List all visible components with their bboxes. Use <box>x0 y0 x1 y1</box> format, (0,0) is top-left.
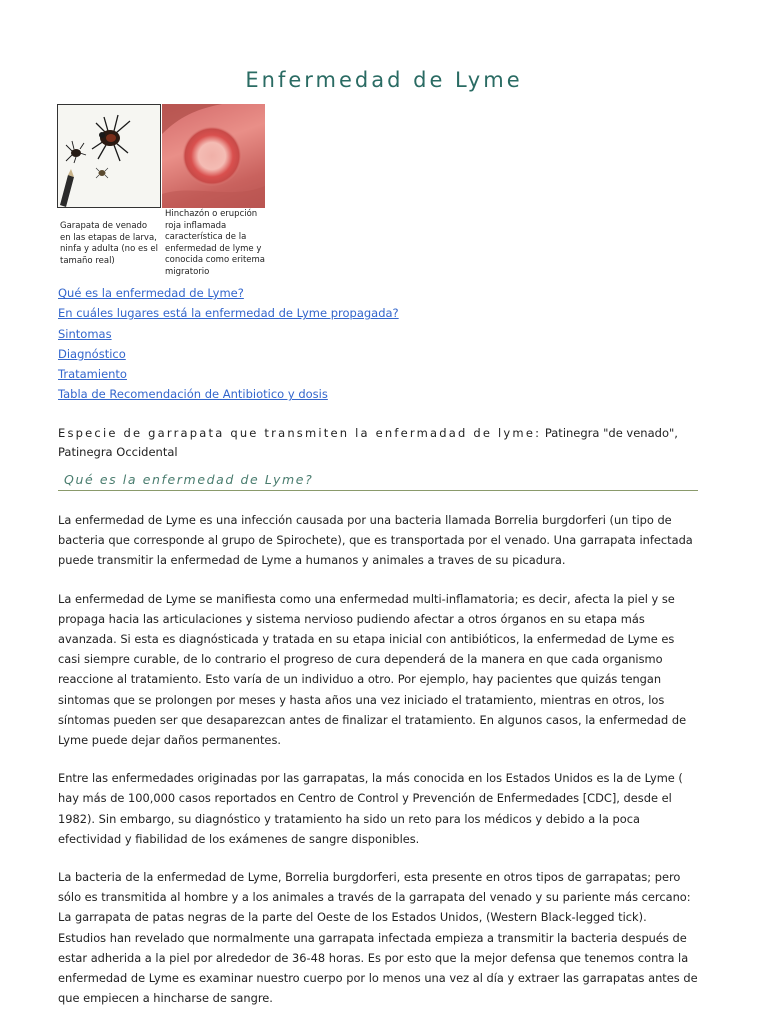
tick-image-caption: Garapata de venado en las etapas de larva, ninfa y adulta (no es el tamaño real) <box>60 221 158 266</box>
link-tratamiento[interactable]: Tratamiento <box>58 367 127 382</box>
link-diagnostico[interactable]: Diagnóstico <box>58 346 126 361</box>
link-sintomas[interactable]: Sintomas <box>58 326 112 341</box>
table-of-contents <box>58 283 399 405</box>
link-lugares-propagada[interactable]: En cuáles lugares está la enfermedad de Lyme propagada? <box>58 306 399 321</box>
paragraph: La enfermedad de Lyme se manifiesta como una enfermedad multi-inflamatoria; es decir, afecta la piel y se propaga hacia las articulaciones y sistema nervioso pudiendo afectar a otros órganos en su etapa más avanzada. Si esta es diagnósticada y tratada en su etapa inicial con antibióticos, la enfermedad de Lyme es casi siempre curable, de lo contrario el progreso de cura dependerá de la manera en que cada organismo reaccione al tratamiento. Esto varía de un individuo a otro. Por ejemplo, hay pacientes que quizás tengan sintomas que se prolongen por meses y hasta años una vez iniciado el tratamiento, mientras en otros, los síntomas pueden ser que desaparezcan antes de finalizar el tratamiento. En algunos casos, la enfermedad de Lyme puede dejar daños permanentes. <box>58 591 687 748</box>
article-body <box>58 510 698 1026</box>
rash-image-caption: Hinchazón o erupción roja inflamada característica de la enfermedad de lyme y conocida como eritema migratorio <box>165 209 265 277</box>
paragraph: La bacteria de la enfermedad de Lyme, Borrelia burgdorferi, esta presente en otros tipos de garrapatas; pero sólo es transmitida al hombre y a los animales a través de la garrapata del venado y su pariente más cercano: La garrapata de patas negras de la parte del Oeste de los Estados Unidos, (Western Black-legged tick). Estudios han revelado que normalmente una garrapata infectada empieza a transmitir la bacteria después de estar adherida a la piel por alrededor de 36-48 horas. Es por esto que la mejor defensa que tenemos contra la enfermedad de Lyme es examinar nuestro cuerpo por lo menos una vez al día y extraer las garrapatas antes de que empiecen a hincharse de sangre. <box>58 870 698 1006</box>
section-heading: Qué es la enfermedad de Lyme? <box>58 472 698 491</box>
link-que-es[interactable]: Qué es la enfermedad de Lyme? <box>58 286 244 300</box>
paragraph: Entre las enfermedades originadas por las garrapatas, la más conocida en los Estados Unidos es la de Lyme ( hay más de 100,000 casos reportados en Centro de Control y Prevención de Enfermedades [CDC], desde el 1982). Sin embargo, su diagnóstico y tratamiento ha sido un reto para los médicos y debido a la poca efectividad y fiabilidad de los exámenes de sangre disponibles. <box>58 771 683 846</box>
erythema-migrans-image <box>162 104 265 208</box>
paragraph: La enfermedad de Lyme es una infección causada por una bacteria llamada Borrelia burgdorferi (un tipo de bacteria que corresponde al grupo de Spirochete), que es transportada por el venado. Una garrapata infectada puede transmitir la enfermedad de Lyme a humanos y animales a traves de su picadura. <box>58 513 693 568</box>
tick-illustration <box>58 105 160 207</box>
link-tabla-antibiotico[interactable]: Tabla de Recomendación de Antibiotico y dosis <box>58 387 328 402</box>
tick-stages-image <box>57 104 161 208</box>
tick-species-line <box>58 424 698 462</box>
rash-illustration <box>162 104 265 208</box>
page-title: Enfermedad de Lyme <box>245 68 523 92</box>
species-label: Especie de garrapata que transmiten la enfermadad de lyme: <box>58 426 542 440</box>
species-value: Patinegra "de venado", Patinegra Occidental <box>58 426 678 459</box>
